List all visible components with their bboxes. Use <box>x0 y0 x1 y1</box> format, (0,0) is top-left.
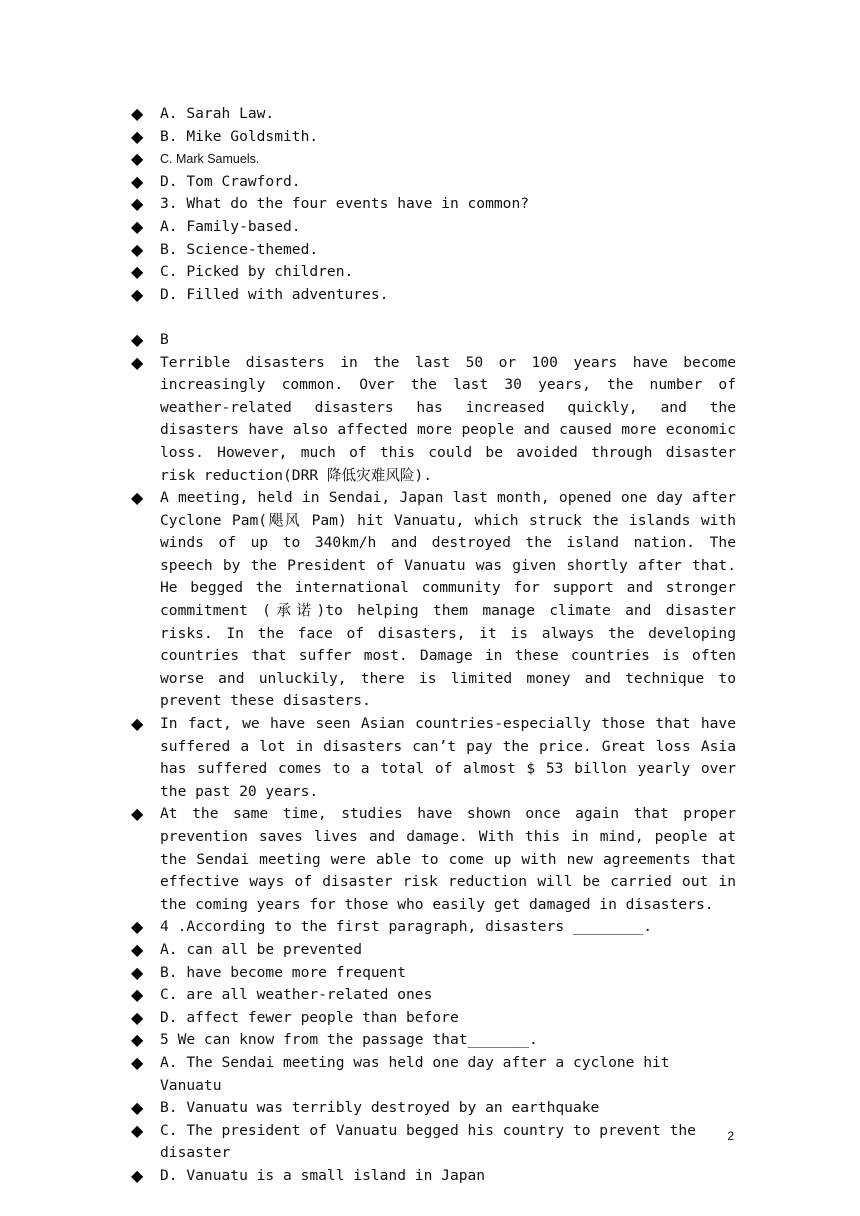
option-b-text: B. have become more frequent <box>160 963 407 981</box>
diamond-bullet-icon: ◆ <box>131 1007 144 1027</box>
list-item <box>131 329 736 352</box>
diamond-bullet-icon: ◆ <box>131 194 144 214</box>
list-item <box>131 713 736 803</box>
diamond-bullet-icon: ◆ <box>131 171 144 191</box>
list-item <box>131 1165 736 1188</box>
diamond-bullet-icon: ◆ <box>131 962 144 982</box>
diamond-bullet-icon: ◆ <box>131 917 144 937</box>
blank-line <box>131 306 736 329</box>
option-d-text: D. Filled with adventures. <box>160 285 389 303</box>
page-number: 2 <box>727 1129 734 1143</box>
list-item <box>131 1007 736 1030</box>
diamond-bullet-icon: ◆ <box>131 239 144 259</box>
diamond-bullet-icon: ◆ <box>131 216 144 236</box>
option-c-text: C. The president of Vanuatu begged his country to prevent the disaster <box>160 1121 696 1162</box>
diamond-bullet-icon: ◆ <box>131 1030 144 1050</box>
list-item <box>131 984 736 1007</box>
diamond-bullet-icon: ◆ <box>131 804 144 824</box>
diamond-bullet-icon: ◆ <box>131 1120 144 1140</box>
list-item <box>131 193 736 216</box>
list-item <box>131 939 736 962</box>
list-item <box>131 352 736 488</box>
question-4-text: 4 .According to the first paragraph, disasters ________. <box>160 918 653 936</box>
section-label: B <box>160 330 169 348</box>
diamond-bullet-icon: ◆ <box>131 985 144 1005</box>
list-item <box>131 216 736 239</box>
list-item <box>131 284 736 307</box>
option-d-text: D. affect fewer people than before <box>160 1008 459 1026</box>
diamond-bullet-icon: ◆ <box>131 149 144 169</box>
option-c-text: C. Mark Samuels. <box>160 152 260 167</box>
diamond-bullet-icon: ◆ <box>131 104 144 123</box>
option-a-text: A. can all be prevented <box>160 940 363 958</box>
passage-paragraph: A meeting, held in Sendai, Japan last month, opened one day after Cyclone Pam(飓风 Pam) hit Vanuatu, which struck the islands with winds of up to 340km/h and destroyed the island nation. The speech by the President of Vanuatu was given shortly after that. He begged the international community for support and stronger commitment (承诺)to helping them manage climate and disaster risks. In the face of disasters, it is always the developing countries that suffer most. Damage in these countries is often worse and unluckily, there is limited money and technique to prevent these disasters. <box>160 489 736 710</box>
list-item <box>131 261 736 284</box>
diamond-bullet-icon: ◆ <box>131 126 144 146</box>
list-item <box>131 1120 736 1165</box>
diamond-bullet-icon: ◆ <box>131 1052 144 1072</box>
list-item <box>131 487 736 713</box>
option-c-text: C. are all weather-related ones <box>160 986 433 1004</box>
diamond-bullet-icon: ◆ <box>131 714 144 734</box>
list-item <box>131 1097 736 1120</box>
list-item <box>131 126 736 149</box>
option-b-text: B. Science-themed. <box>160 240 319 258</box>
diamond-bullet-icon: ◆ <box>131 352 144 372</box>
option-a-text: A. Sarah Law. <box>160 105 275 122</box>
diamond-bullet-icon: ◆ <box>131 1098 144 1118</box>
list-item <box>131 171 736 194</box>
question-5-text: 5 We can know from the passage that_______. <box>160 1031 538 1049</box>
list-item <box>131 239 736 262</box>
list-item <box>131 1052 736 1097</box>
question-3-text: 3. What do the four events have in common? <box>160 195 530 213</box>
diamond-bullet-icon: ◆ <box>131 488 144 508</box>
list-item <box>131 103 736 126</box>
list-item <box>131 148 736 171</box>
option-d-text: D. Tom Crawford. <box>160 172 301 190</box>
diamond-bullet-icon: ◆ <box>131 329 144 349</box>
list-item <box>131 962 736 985</box>
option-d-text: D. Vanuatu is a small island in Japan <box>160 1166 486 1184</box>
passage-paragraph: At the same time, studies have shown once again that proper prevention saves lives and damage. With this in mind, people at the Sendai meeting were able to come up with new agreements that effective ways of disaster risk reduction will be carried out in the coming years for those who easily get damaged in disasters. <box>160 805 736 913</box>
list-item <box>131 916 736 939</box>
diamond-bullet-icon: ◆ <box>131 939 144 959</box>
list-item <box>131 803 736 916</box>
passage-paragraph: Terrible disasters in the last 50 or 100 years have become increasingly common. Over the last 30 years, the number of weather-related disasters has increased quickly, and the disasters have also affected more people and caused more economic loss. However, much of this could be avoided through disaster risk reduction(DRR 降低灾难风险). <box>160 353 736 484</box>
option-b-text: B. Vanuatu was terribly destroyed by an earthquake <box>160 1099 600 1117</box>
option-a-text: A. The Sendai meeting was held one day after a cyclone hit Vanuatu <box>160 1053 670 1094</box>
diamond-bullet-icon: ◆ <box>131 262 144 282</box>
diamond-bullet-icon: ◆ <box>131 1165 144 1185</box>
list-item <box>131 1029 736 1052</box>
option-c-text: C. Picked by children. <box>160 263 354 281</box>
option-a-text: A. Family-based. <box>160 217 301 235</box>
passage-paragraph: In fact, we have seen Asian countries-especially those that have suffered a lot in disasters can’t pay the price. Great loss Asia has suffered comes to a total of almost $ 53 billon yearly over the past 20 years. <box>160 715 736 800</box>
document-content <box>131 103 736 1188</box>
option-b-text: B. Mike Goldsmith. <box>160 127 319 145</box>
diamond-bullet-icon: ◆ <box>131 284 144 304</box>
